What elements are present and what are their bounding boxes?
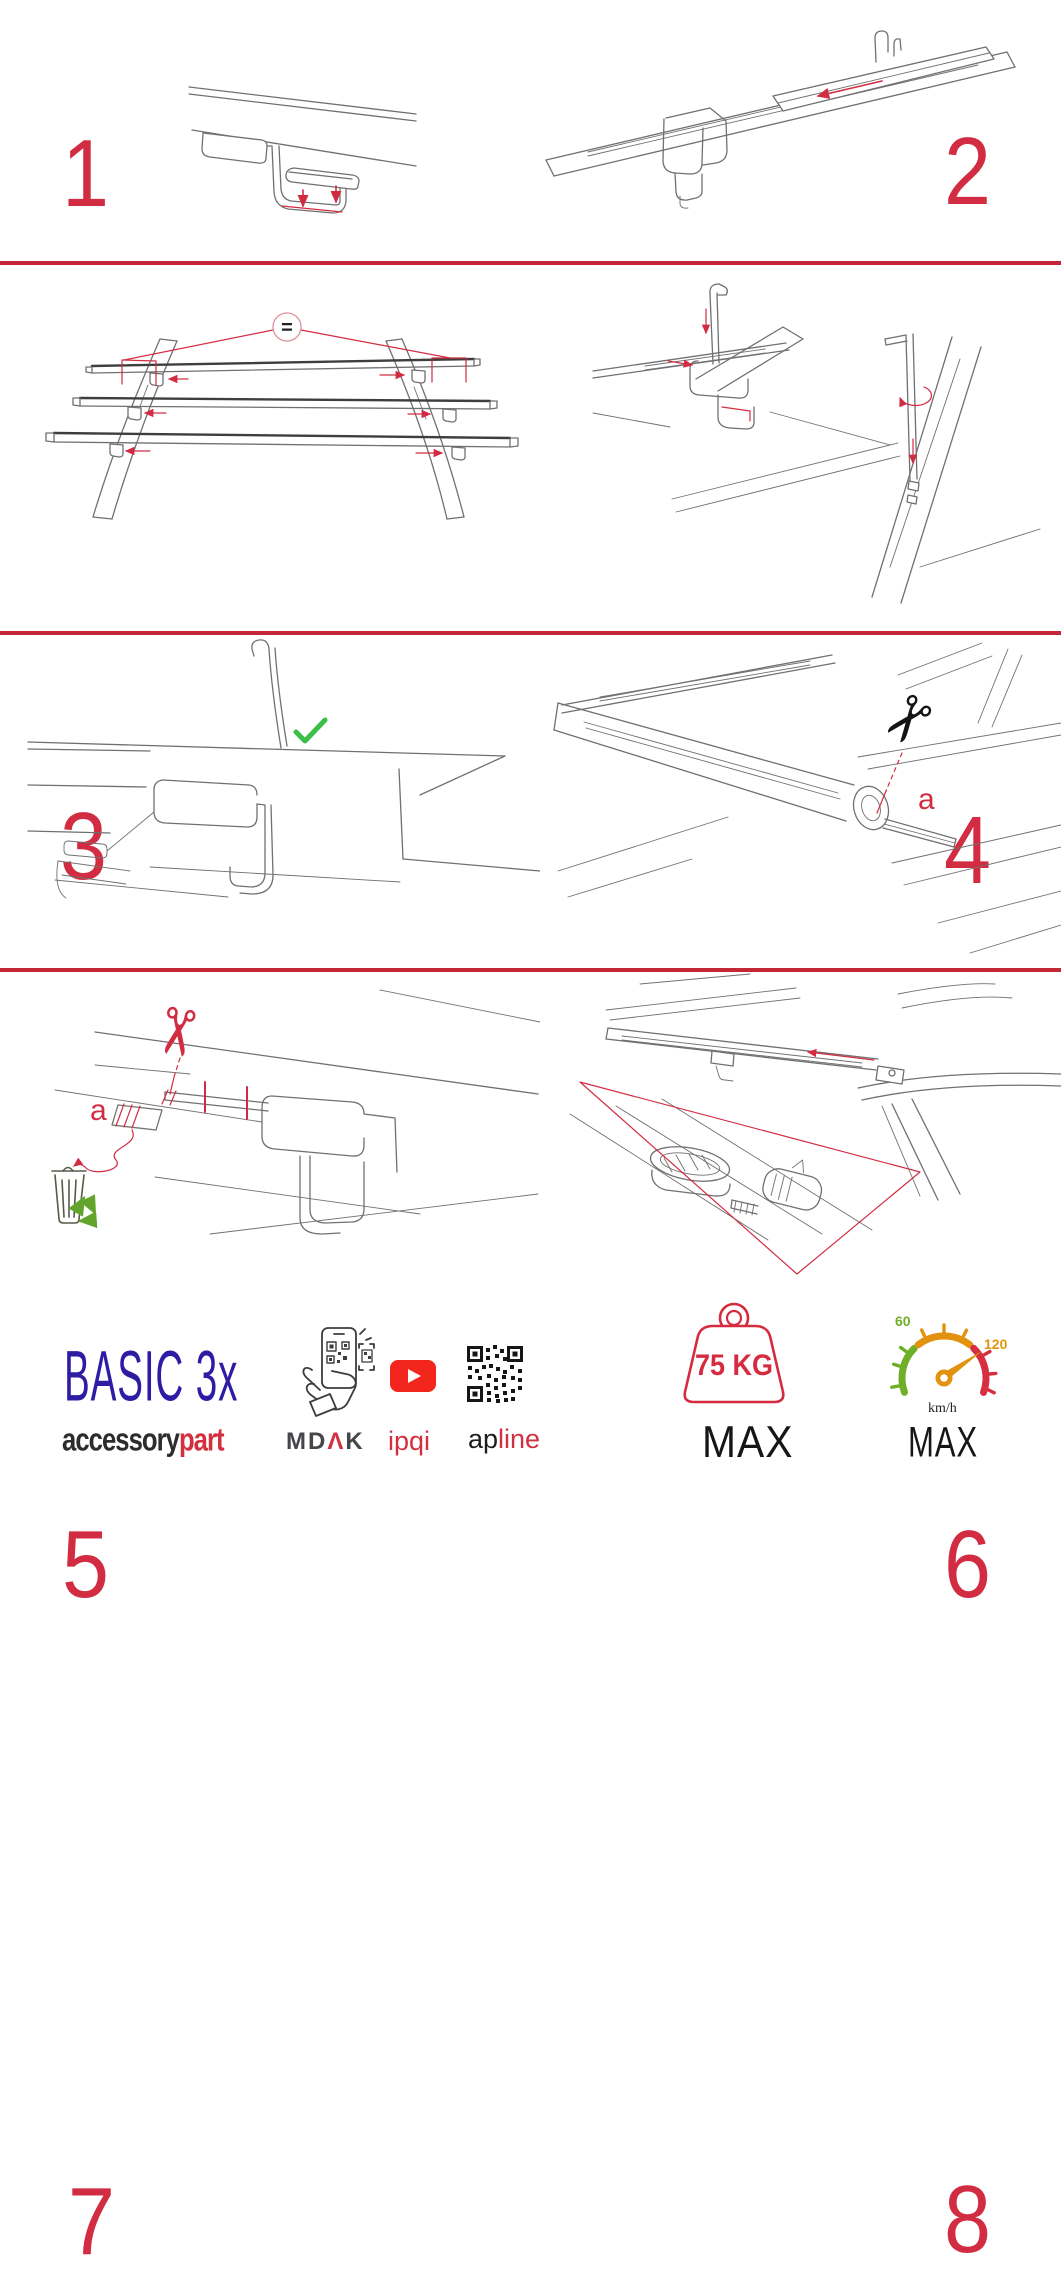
- step5-illustration: [0, 635, 540, 968]
- scan-caption-post: K: [345, 1428, 365, 1455]
- step3-illustration: [0, 267, 560, 631]
- scissors-icon: ✂: [136, 999, 217, 1065]
- brand-subtitle-right: part: [178, 1421, 224, 1458]
- check-icon: [296, 720, 325, 741]
- qr-block: [466, 1345, 524, 1403]
- trash-icon: [52, 1168, 86, 1224]
- step-2-number: 2: [944, 118, 991, 225]
- brand-subtitle: [62, 1421, 224, 1458]
- weight-icon: [664, 1298, 806, 1416]
- scan-caption-pre: MD: [286, 1428, 328, 1455]
- phone-scan-icon: [296, 1326, 376, 1422]
- youtube-icon: [390, 1360, 436, 1392]
- step-4-number: 4: [944, 797, 991, 904]
- step-4-panel: [560, 267, 1061, 904]
- load-limit-value: 75 KG: [695, 1349, 773, 1382]
- svg-text:=: =: [281, 317, 293, 339]
- step7-illustration: [0, 972, 540, 1310]
- qr-caption-right: line: [498, 1424, 541, 1454]
- step6-illustration: [540, 635, 1061, 968]
- step-5-number: 5: [62, 1511, 109, 1618]
- speed-unit: km/h: [928, 1401, 957, 1416]
- step-7-number: 7: [68, 2168, 115, 2275]
- brand-subtitle-left: accessory: [62, 1421, 179, 1458]
- step-3-panel: [0, 267, 560, 900]
- scissors-icon: ✂: [863, 676, 950, 761]
- qr-caption-left: ap: [468, 1424, 499, 1454]
- load-max-label: MAX: [702, 1417, 794, 1468]
- step-6-number: 6: [944, 1511, 991, 1618]
- speedometer-icon: [882, 1304, 1010, 1416]
- section-divider-1: [0, 261, 1061, 265]
- scan-caption-mid: Λ: [327, 1428, 346, 1455]
- cut-point-label: a: [918, 783, 935, 816]
- video-block: [390, 1360, 436, 1392]
- qr-caption: [468, 1426, 540, 1453]
- step-8-number: 8: [944, 2166, 991, 2273]
- step-1-panel: [0, 0, 530, 261]
- qr-code-icon: [466, 1345, 524, 1403]
- step4-illustration: [560, 267, 1061, 631]
- speed-tick-low: 60: [895, 1313, 911, 1329]
- brand-title: BASIC 3x: [64, 1335, 239, 1416]
- speed-limit-block: [882, 1304, 1010, 1416]
- speed-max-label: MAX: [908, 1419, 978, 1467]
- load-limit-block: [664, 1298, 806, 1416]
- cut-part-label: a: [90, 1094, 107, 1127]
- speed-tick-high: 120: [984, 1336, 1008, 1352]
- scan-caption: [286, 1430, 365, 1454]
- step8-illustration: [540, 972, 1061, 1310]
- video-caption: ipqi: [388, 1426, 431, 1456]
- scan-block: [296, 1326, 376, 1422]
- step-1-number: 1: [62, 120, 109, 227]
- step-2-panel: [530, 0, 1061, 261]
- step-3-number: 3: [60, 793, 107, 900]
